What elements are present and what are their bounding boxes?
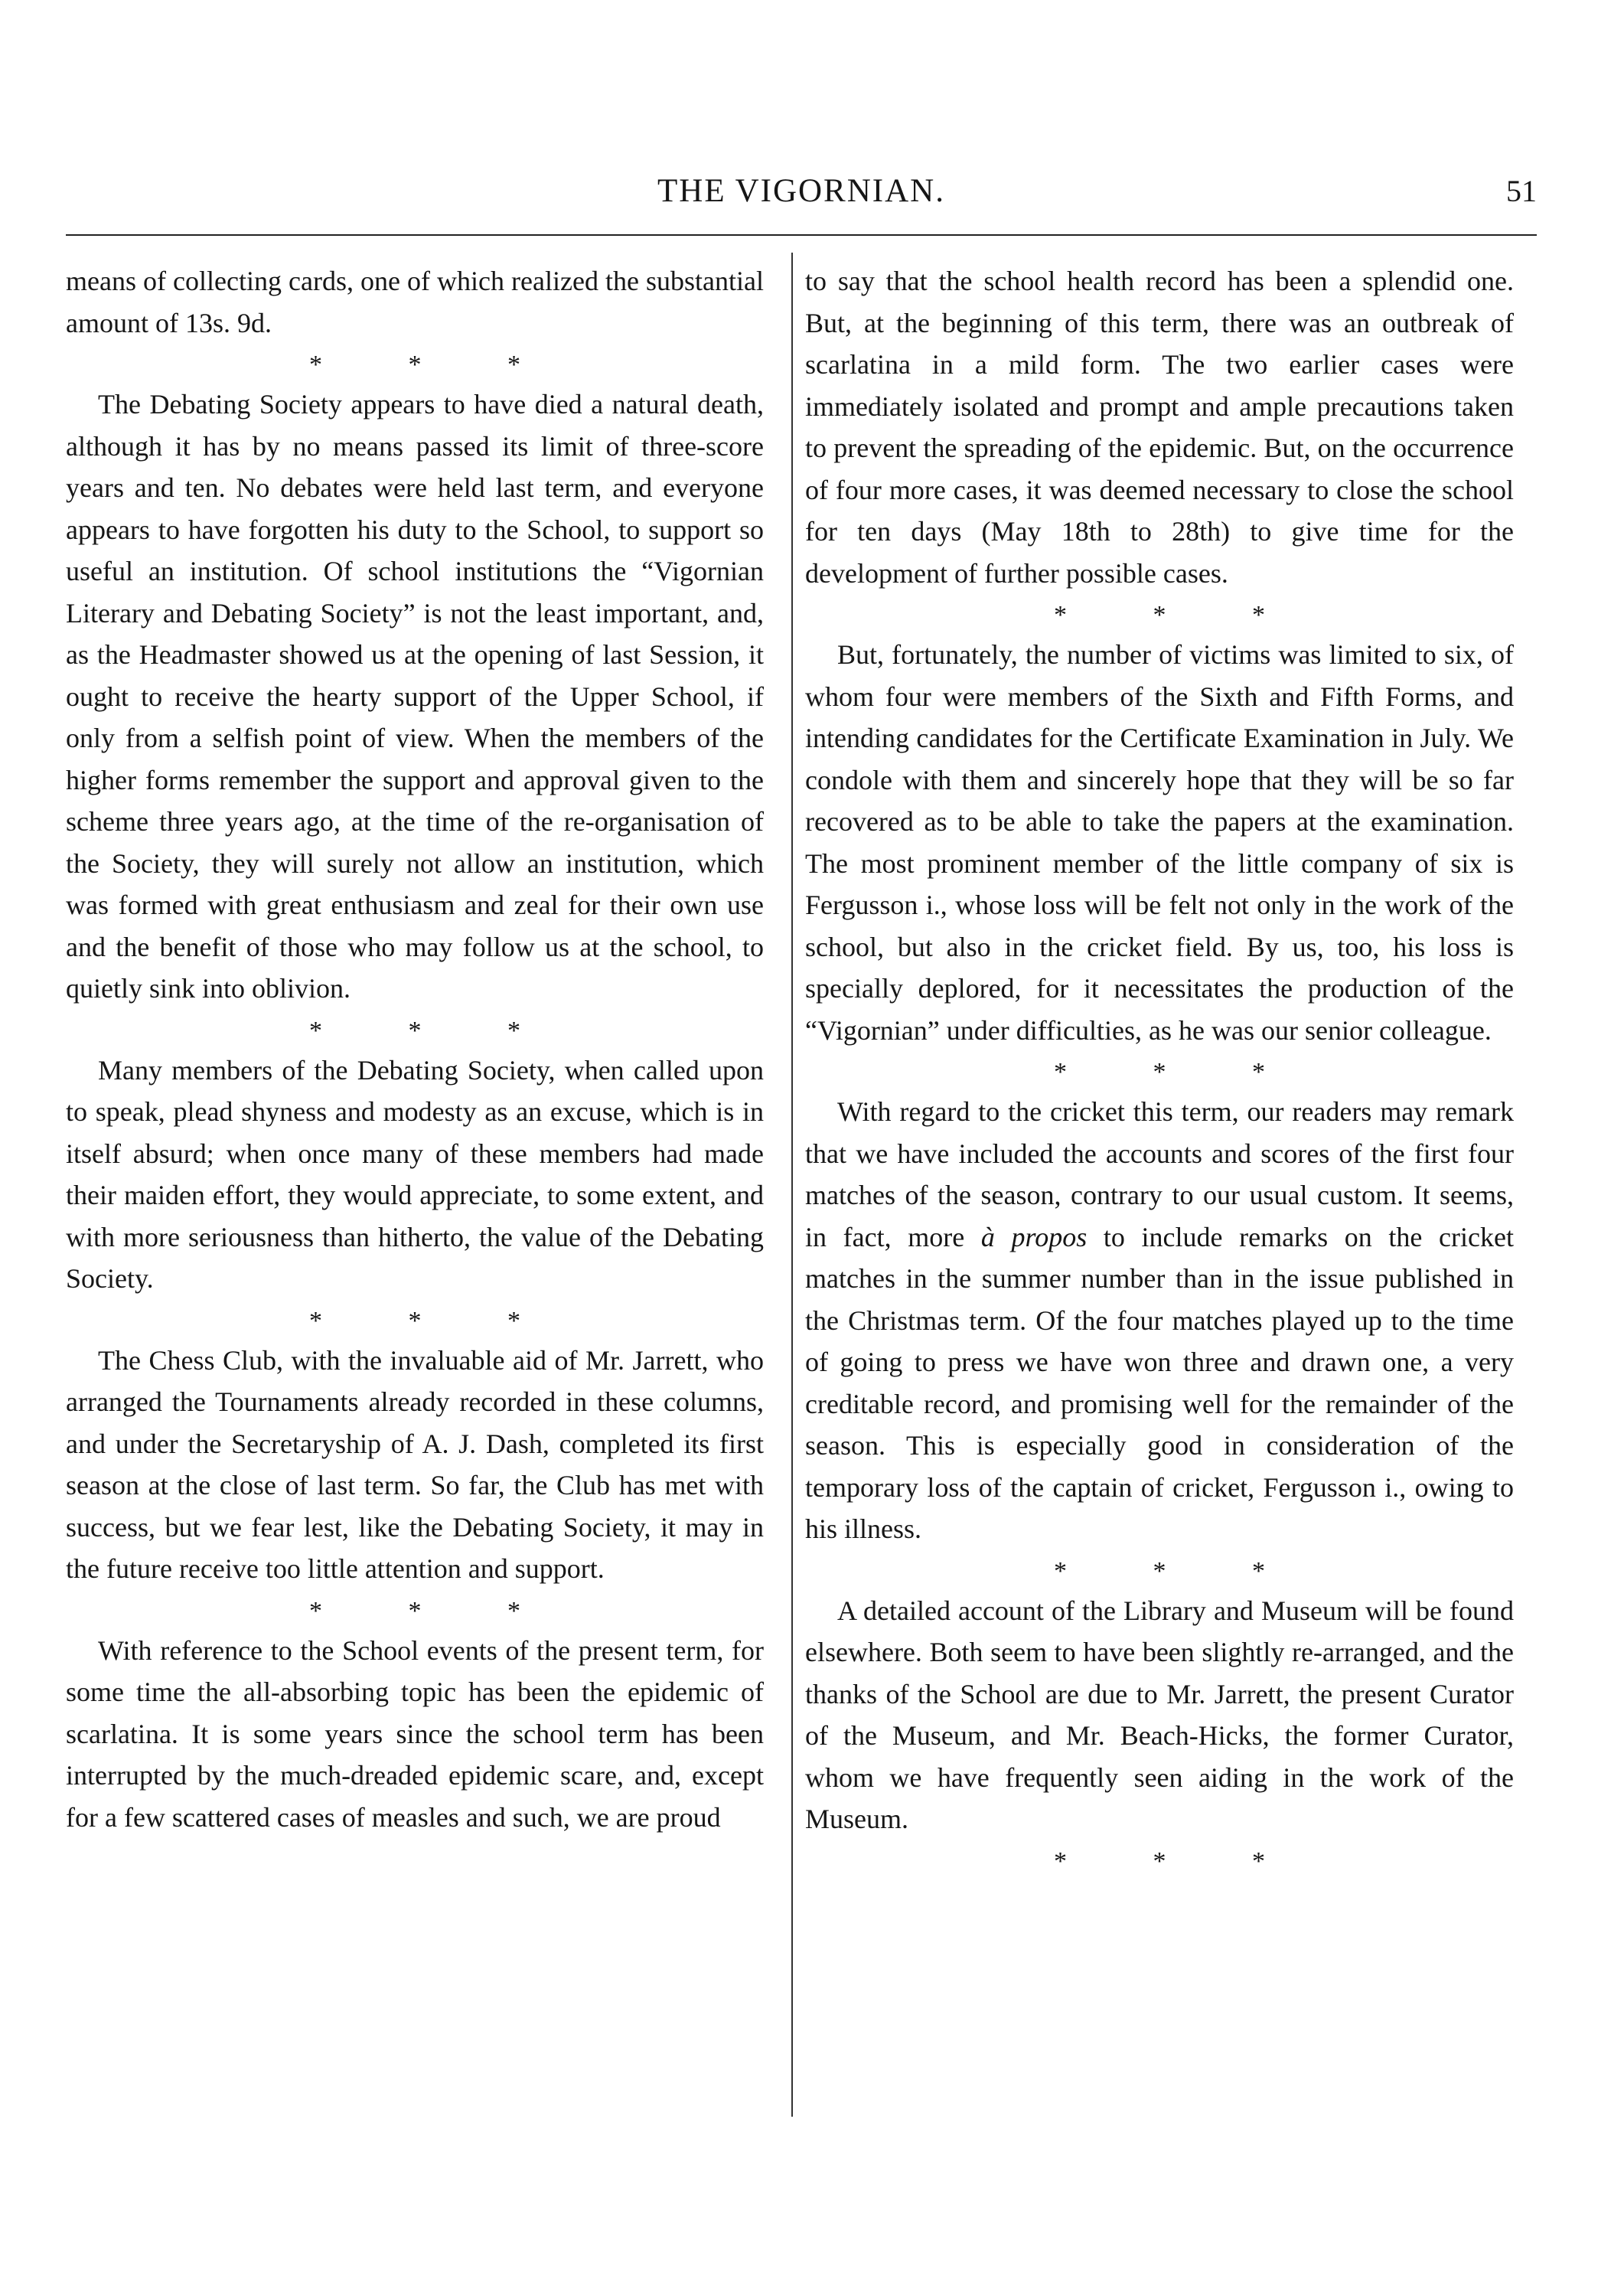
paragraph [805, 1091, 1514, 1550]
paragraph: means of collecting cards, one of which realized the substantial amount of 13s. 9d. [66, 266, 764, 338]
paragraph: Many members of the Debating Society, when called upon to speak, plead shyness and modesty as an excuse, which is in itself absurd; when once many of these members had made their maiden effort, they would appreciate, to some extent, and with more seriousness than hitherto, the value of the Debating Society. [66, 1054, 764, 1294]
paragraph: A detailed account of the Library and Museum will be found elsewhere. Both seem to have been slightly re-arranged, and the thanks of the School are due to Mr. Jarrett, the present Curator of the Museum, and Mr. Beach-Hicks, the former Curator, whom we have frequently seen aiding in the work of the Museum. [805, 1595, 1514, 1834]
right-column [805, 260, 1514, 1880]
running-head [66, 168, 1537, 230]
section-separator: * * * [309, 1306, 560, 1335]
section-separator: * * * [309, 1016, 560, 1045]
paragraph: With reference to the School events of the present term, for some time the all-absorbing topic has been the epidemic of scarlatina. It is some years since the school term has been interrupted by the much-dreaded epidemic scare, and, except for a few scattered cases of measles and such, we are proud [66, 1634, 764, 1833]
column-divider [791, 253, 793, 2117]
text-run: to include remarks on the cricket matches in the summer number than in the issue published in the Christmas term. Of the four matches played up to the time of going to press we have won three and drawn one, a very creditable record, and promising well for the remainder of the season. This is especially good in consideration of the temporary loss of the captain of cricket, Fergusson i., owing to his illness. [805, 1221, 1514, 1544]
section-separator: * * * [1054, 1846, 1305, 1876]
paragraph: The Debating Society appears to have died a natural death, although it has by no means passed its limit of three-score years and ten. No debates were held last term, and everyone appears to have forgotten his duty to the School, to support so useful an institution. Of school institutions the “Vigornian Literary and Debating Society” is not the least important, and, as the Headmaster showed us at the opening of last Session, it ought to receive the hearty support of the Upper School, if only from a selfish point of view. When the members of the higher forms remember the support and approval given to the scheme three years ago, at the time of the re-organisation of the Society, they will surely not allow an institution, which was formed with great enthusiasm and zeal for their own use and the benefit of those who may follow us at the school, to quietly sink into oblivion. [66, 389, 764, 1004]
section-separator: * * * [309, 351, 560, 379]
journal-title: THE VIGORNIAN. [657, 173, 945, 209]
italic-phrase: à propos [980, 1221, 1088, 1252]
page-number: 51 [1506, 174, 1537, 208]
paragraph: But, fortunately, the number of victims was limited to six, of whom four were members of the Sixth and Fifth Forms, and intending candidates for the Certificate Examination in July. We condole with them and sincerely hope that they will be so far recovered as to be able to take the papers at the examination. The most prominent member of the little company of six is Fergusson i., whose loss will be felt not only in the work of the school, but also in the cricket field. By us, too, his loss is specially deplored, for it necessitates the production of the “Vigornian” under difficulties, as he was our senior colleague. [805, 639, 1514, 1046]
section-separator: * * * [1054, 1556, 1305, 1585]
text-run: With regard to the cricket this term, our readers may remark that we have included the accounts and scores of the first four matches of the season, contrary to our usual custom. It seems, in fact, more [805, 1096, 1514, 1252]
paragraph: The Chess Club, with the invaluable aid of Mr. Jarrett, who arranged the Tournaments already recorded in these columns, and under the Secretaryship of A. J. Dash, completed its first season at the close of last term. So far, the Club has met with success, but we fear lest, like the Debating Society, it may in the future receive too little attention and support. [66, 1344, 764, 1584]
section-separator: * * * [309, 1596, 560, 1625]
header-rule [66, 234, 1537, 236]
left-column [66, 260, 764, 1838]
section-separator: * * * [1054, 601, 1305, 629]
paragraph: to say that the school health record has been a splendid one. But, at the beginning of this term, there was an outbreak of scarlatina in a mild form. The two earlier cases were immediately isolated and prompt and ample precautions taken to prevent the spreading of the epidemic. But, on the occurrence of four more cases, it was deemed necessary to close the school for ten days (May 18th to 28th) to give time for the development of further possible cases. [805, 266, 1514, 589]
section-separator: * * * [1054, 1058, 1305, 1086]
